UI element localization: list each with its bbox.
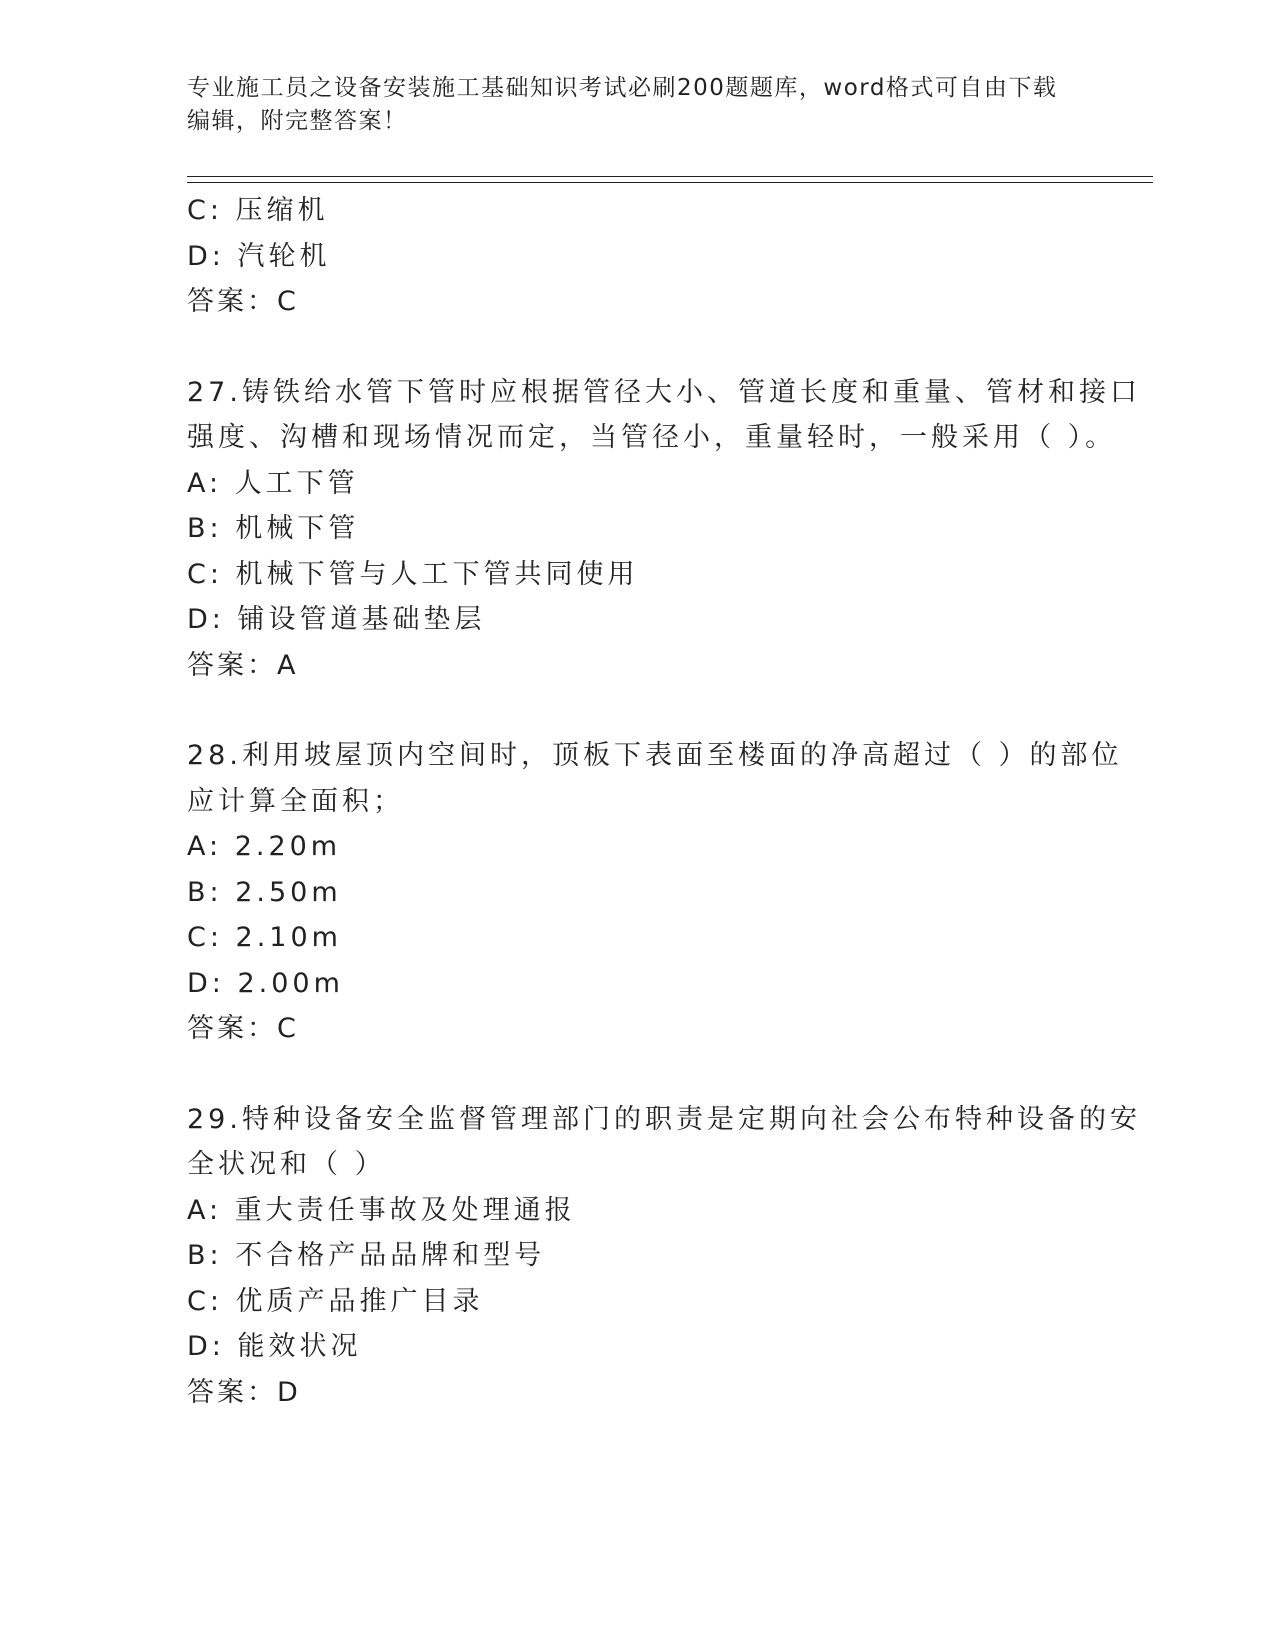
question-stem-line: 全状况和（ ） bbox=[187, 1149, 386, 1180]
option-c bbox=[187, 188, 1087, 234]
answer-label: 答案： bbox=[187, 1013, 277, 1044]
option-text: 机械下管 bbox=[235, 513, 360, 544]
option-text: 机械下管与人工下管共同使用 bbox=[235, 558, 639, 590]
page-header bbox=[187, 72, 1087, 138]
option-c bbox=[187, 552, 1087, 598]
option-b bbox=[187, 506, 1087, 552]
option-text: 能效状况 bbox=[237, 1331, 362, 1362]
answer-value: D bbox=[277, 1376, 301, 1408]
question-28 bbox=[187, 733, 1123, 1052]
option-text: 2.20m bbox=[234, 831, 342, 862]
header-line-1: 专业施工员之设备安装施工基础知识考试必刷200题题库，word格式可自由下载 bbox=[187, 75, 1058, 101]
option-a bbox=[187, 461, 1087, 507]
option-text: 优质产品推广目录 bbox=[235, 1285, 484, 1317]
document-body bbox=[187, 188, 1141, 1415]
question-29 bbox=[187, 1097, 1141, 1416]
option-key: C: bbox=[187, 1285, 223, 1317]
answer-label: 答案： bbox=[187, 286, 277, 317]
option-key: A: bbox=[187, 831, 223, 862]
option-c bbox=[187, 915, 1087, 961]
option-key: D: bbox=[187, 240, 225, 272]
answer-line bbox=[187, 1006, 1087, 1052]
option-d bbox=[187, 234, 1087, 280]
header-divider-bottom bbox=[187, 182, 1153, 183]
option-text: 人工下管 bbox=[234, 467, 359, 499]
option-a bbox=[187, 1188, 1087, 1234]
option-text: 汽轮机 bbox=[237, 240, 331, 272]
question-stem-line: 27.铸铁给水管下管时应根据管径大小、管道长度和重量、管材和接口 bbox=[187, 376, 1141, 408]
option-text: 铺设管道基础垫层 bbox=[237, 604, 486, 635]
option-key: B: bbox=[187, 876, 223, 908]
option-d bbox=[187, 1324, 1087, 1370]
question-stem-line: 应计算全面积； bbox=[187, 785, 404, 817]
option-text: 2.10m bbox=[235, 922, 342, 953]
question-27 bbox=[187, 370, 1141, 689]
option-text: 不合格产品品牌和型号 bbox=[235, 1240, 546, 1271]
question-stem-line: 28.利用坡屋顶内空间时，顶板下表面至楼面的净高超过（ ）的部位 bbox=[187, 740, 1123, 771]
option-key: A: bbox=[187, 1194, 223, 1226]
option-text: 2.00m bbox=[237, 967, 344, 999]
option-key: A: bbox=[187, 467, 223, 499]
answer-line bbox=[187, 1370, 1087, 1416]
option-key: C: bbox=[187, 558, 223, 590]
option-a bbox=[187, 824, 1087, 870]
option-key: D: bbox=[187, 967, 225, 999]
option-key: B: bbox=[187, 513, 223, 544]
option-b bbox=[187, 870, 1087, 916]
answer-label: 答案： bbox=[187, 1376, 277, 1408]
option-d bbox=[187, 961, 1087, 1007]
option-key: C: bbox=[187, 195, 223, 226]
question-26-continued bbox=[187, 188, 1087, 325]
option-text: 压缩机 bbox=[235, 195, 329, 226]
option-b bbox=[187, 1233, 1087, 1279]
header-divider-top bbox=[187, 176, 1153, 177]
option-key: C: bbox=[187, 922, 223, 953]
option-d bbox=[187, 597, 1087, 643]
answer-line bbox=[187, 279, 1087, 325]
option-c bbox=[187, 1279, 1087, 1325]
option-key: B: bbox=[187, 1240, 223, 1271]
answer-value: C bbox=[277, 286, 299, 317]
answer-value: A bbox=[277, 649, 299, 681]
answer-label: 答案： bbox=[187, 649, 277, 681]
option-text: 重大责任事故及处理通报 bbox=[234, 1194, 576, 1226]
option-key: D: bbox=[187, 604, 225, 635]
option-key: D: bbox=[187, 1331, 225, 1362]
question-stem-line: 29.特种设备安全监督管理部门的职责是定期向社会公布特种设备的安 bbox=[187, 1103, 1141, 1135]
answer-value: C bbox=[277, 1013, 299, 1044]
question-stem-line: 强度、沟槽和现场情况而定，当管径小，重量轻时，一般采用（ ）。 bbox=[187, 422, 1117, 453]
answer-line bbox=[187, 643, 1087, 689]
header-line-2: 编辑，附完整答案！ bbox=[187, 108, 408, 134]
option-text: 2.50m bbox=[235, 876, 342, 908]
